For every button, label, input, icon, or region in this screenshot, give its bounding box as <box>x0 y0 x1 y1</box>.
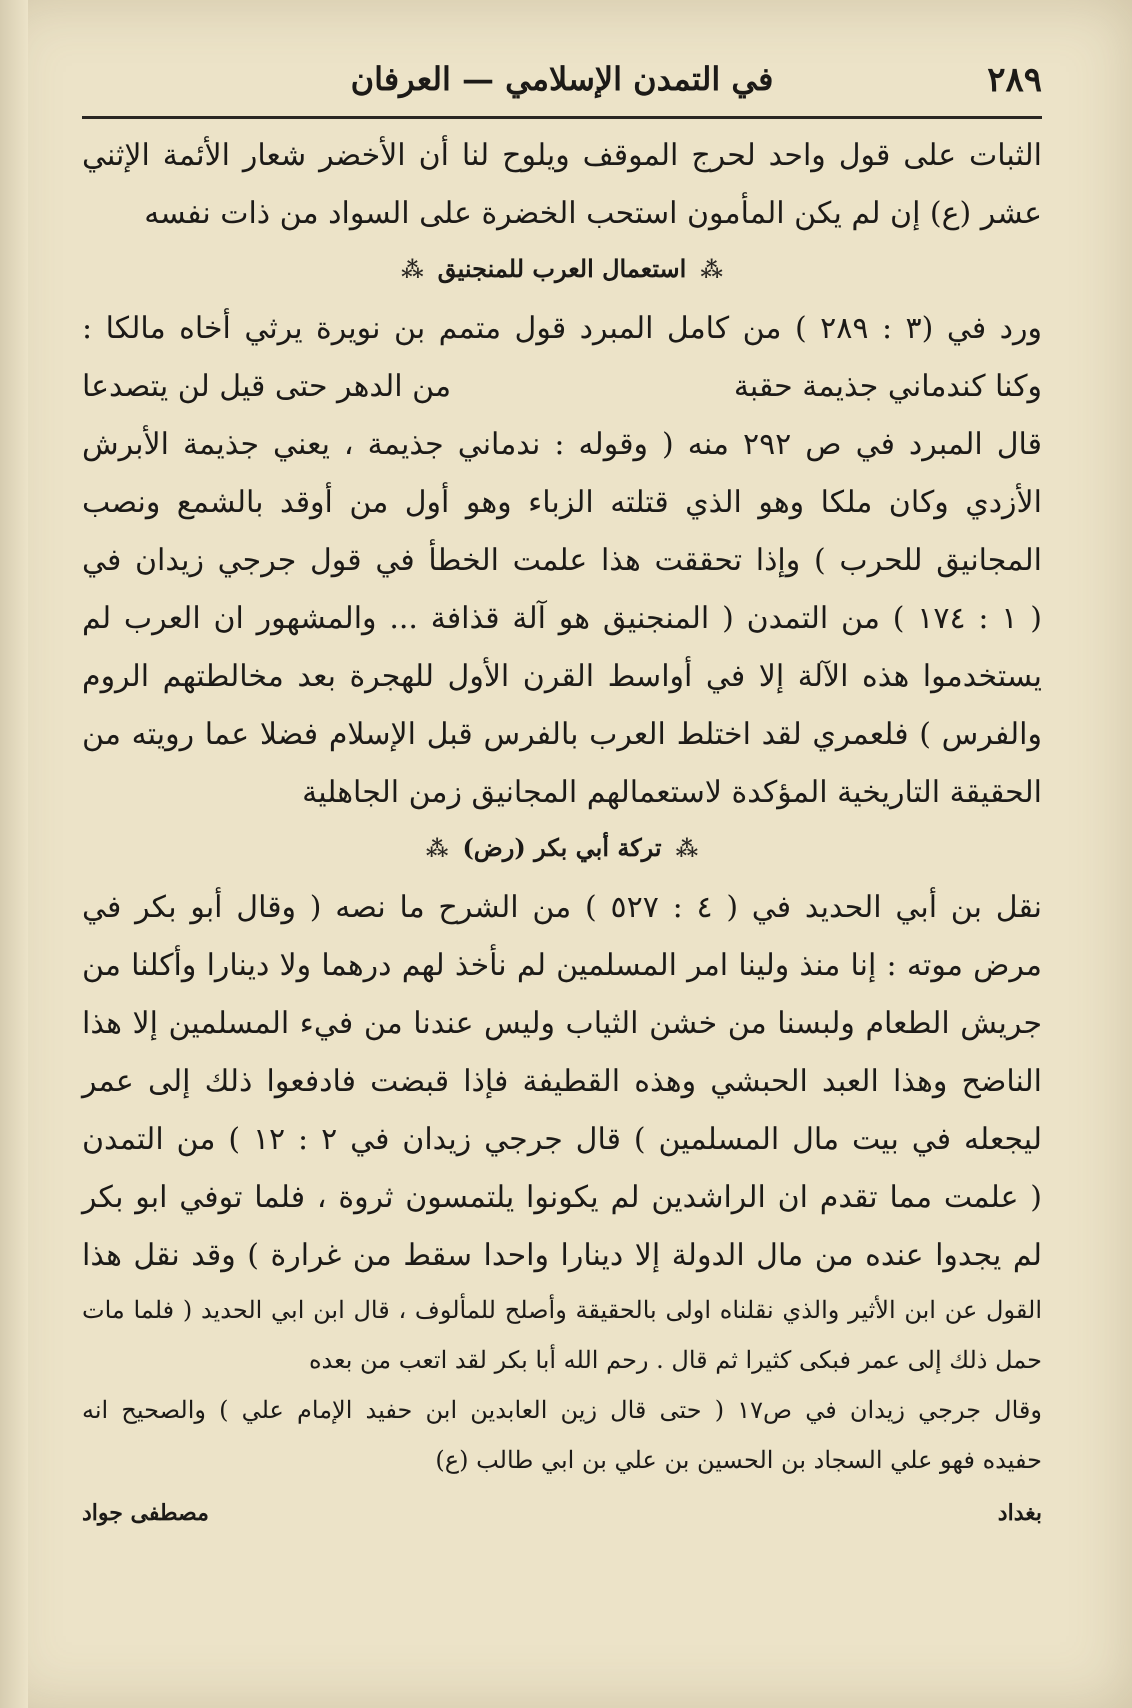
ornament-icon: ⁂ <box>425 836 449 862</box>
signature-place: بغداد <box>997 1500 1042 1526</box>
verse-second-hemistich: من الدهر حتى قيل لن يتصدعا <box>82 369 452 404</box>
paragraph-line: الحقيقة التاريخية المؤكدة لاستعمالهم المجانيق زمن الجاهلية <box>302 775 1042 810</box>
paragraph-line: نقل بن أبي الحديد في ( ٤ : ٥٢٧ ) من الشرح ما نصه ( وقال أبو بكر في <box>82 890 1042 925</box>
paragraph-line: الأزدي وكان ملكا وهو الذي قتلته الزباء وهو أول من أوقد بالشمع ونصب <box>82 485 1042 520</box>
intro-line: الثبات على قول واحد لحرج الموقف ويلوح لنا أن الأخضر شعار الأئمة الإثني <box>82 138 1042 173</box>
paragraph-line: ( علمت مما تقدم ان الراشدين لم يكونوا يلتمسون ثروة ، فلما توفي ابو بكر <box>82 1180 1042 1215</box>
running-title: في التمدن الإسلامي — العرفان <box>350 60 774 98</box>
paragraph-line: والفرس ) فلعمري لقد اختلط العرب بالفرس قبل الإسلام فضلا عما رويته من <box>82 717 1042 752</box>
ornament-icon: ⁂ <box>401 257 424 283</box>
verse-first-hemistich: وكنا كندماني جذيمة حقبة <box>733 369 1042 404</box>
paragraph-line: ( ١ : ١٧٤ ) من التمدن ( المنجنيق هو آلة قذافة ... والمشهور ان العرب لم <box>82 601 1042 636</box>
page-header <box>82 60 1042 119</box>
paragraph-line: مرض موته : إنا منذ ولينا امر المسلمين لم نأخذ لهم درهما ولا دينارا وأكلنا من <box>82 948 1042 983</box>
section-heading <box>82 824 1042 873</box>
paragraph-line: جريش الطعام ولبسنا من خشن الثياب وليس عندنا من فيء المسلمين إلا هذا <box>82 1006 1042 1041</box>
paragraph-line: قال المبرد في ص ٢٩٢ منه ( وقوله : ندماني جذيمة ، يعني جذيمة الأبرش <box>82 427 1042 462</box>
poem-verse <box>82 358 1042 416</box>
paragraph-line: ليجعله في بيت مال المسلمين ) قال جرجي زيدان في ٢ : ١٢ ) من التمدن <box>82 1122 1043 1157</box>
paragraph-line: لم يجدوا عنده من مال الدولة إلا دينارا واحدا سقط من غرارة ) وقد نقل هذا <box>82 1238 1042 1273</box>
ornament-icon: ⁂ <box>700 257 723 283</box>
paragraph-line: الناضح وهذا العبد الحبشي وهذه القطيفة فإذا قبضت فادفعوا ذلك إلى عمر <box>82 1064 1042 1099</box>
small-text-line: القول عن ابن الأثير والذي نقلناه اولى بالحقيقة وأصلح للمألوف ، قال ابن ابي الحديد ( فلما مات <box>82 1296 1042 1324</box>
paragraph-line: ورد في (٣ : ٢٨٩ ) من كامل المبرد قول متمم بن نويرة يرثي أخاه مالكا : <box>82 311 1042 346</box>
page-edge <box>0 0 28 1708</box>
paragraph-line: يستخدموا هذه الآلة إلا في أواسط القرن الأول للهجرة بعد مخالطتهم الروم <box>82 659 1042 694</box>
section-heading-text: تركة أبي بكر (رض) <box>462 833 662 862</box>
signature-block <box>82 1495 1042 1531</box>
page-number: ٢٨٩ <box>987 60 1042 100</box>
small-text-line: حمل ذلك إلى عمر فبكى كثيرا ثم قال . رحم الله أبا بكر لقد اتعب من بعده <box>308 1346 1042 1374</box>
intro-line: عشر (ع) إن لم يكن المأمون استحب الخضرة على السواد من ذات نفسه <box>144 196 1042 231</box>
section-heading-text: استعمال العرب للمنجنيق <box>437 254 687 283</box>
signature-author: مصطفى جواد <box>82 1500 209 1526</box>
ornament-icon: ⁂ <box>675 836 699 862</box>
paragraph-line: المجانيق للحرب ) وإذا تحققت هذا علمت الخطأ في قول جرجي زيدان في <box>82 543 1042 578</box>
small-text-line: وقال جرجي زيدان في ص١٧ ( حتى قال زين العابدين ابن حفيد الإمام علي ) والصحيح انه <box>82 1396 1042 1424</box>
small-text-line: حفيده فهو علي السجاد بن الحسين بن علي بن ابي طالب (ع) <box>435 1446 1042 1474</box>
section-heading <box>82 245 1042 294</box>
page-content <box>82 60 1042 1531</box>
